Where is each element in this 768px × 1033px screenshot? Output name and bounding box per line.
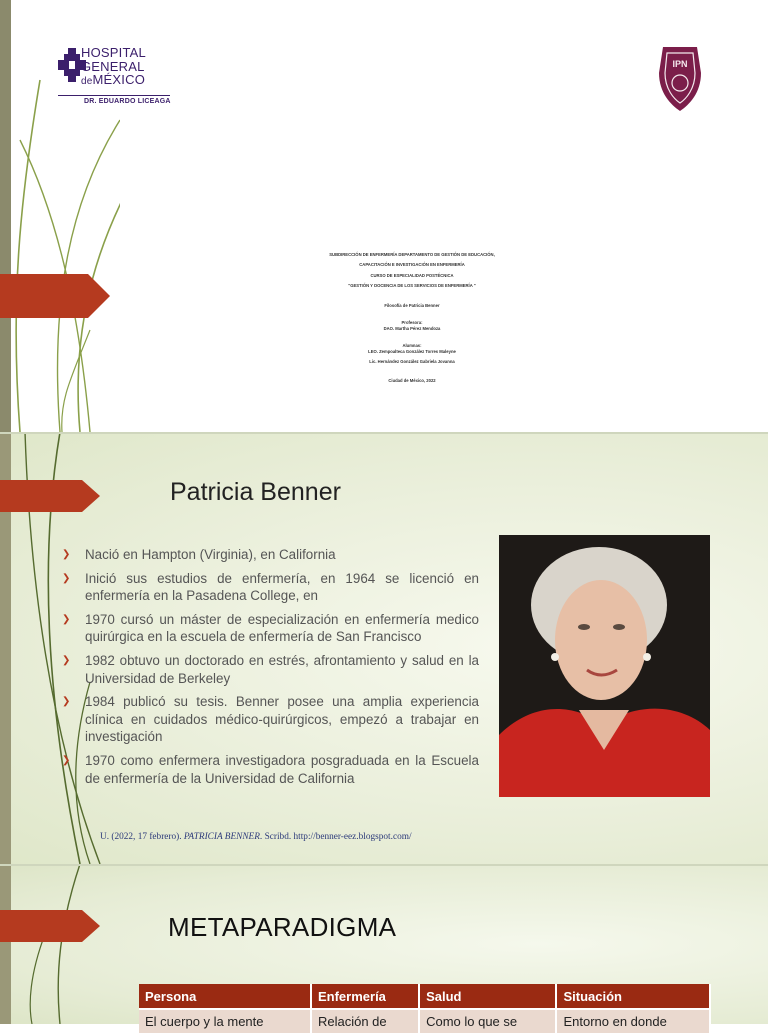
cover-line: CURSO DE ESPECIALIDAD POSTÉCNICA [370,272,454,278]
bullet-text: 1970 como enfermera investigadora posgraduada en la Escuela de enfermería de la Universidad de California [85,752,479,786]
hospital-subtitle: DR. EDUARDO LICEAGA [84,98,171,105]
citation-title: PATRICIA BENNER [183,832,260,842]
bullet-text: 1970 cursó un máster de especialización en enfermería medico quirúrgica en la escuela de enfermería de San Francisco [85,611,479,645]
table-cell: Entorno en donde [556,1009,710,1033]
bullet-text: Inició sus estudios de enfermería, en 1964 se licenció en enfermería en la Pasadena College, en [85,570,479,604]
citation-prefix: U. (2022, 17 febrero). [100,832,184,842]
bullet-arrow-icon: ❯ [62,754,71,766]
cover-line: LEO. Zempoalteca González Torres Maleyne [368,348,456,354]
bullet-text: Nació en Hampton (Virginia), en California [85,547,336,562]
bullet-arrow-icon: ❯ [62,613,71,625]
table-cell: Relación de [311,1009,419,1033]
hospital-rule [58,95,170,96]
column-header-persona: Persona [139,984,311,1009]
cover-line: Lic. Hernández González Gabriela Jovanna [369,358,455,364]
cover-line: Ciudad de México, 2022 [388,377,436,383]
hospital-line-3: MÉXICO [92,72,146,87]
biography-list [62,546,479,793]
list-item [62,546,479,564]
cover-line [260,336,564,338]
red-arrow-marker [0,480,100,524]
citation-suffix: . Scribd. http://benner-eez.blogspot.com/ [259,832,412,842]
ipn-logo [655,43,705,113]
table-cell: Como lo que se [419,1009,556,1033]
cover-line [260,369,564,373]
list-item [62,652,479,687]
hospital-line-2: GENERAL [81,58,145,74]
table-row [139,1009,710,1033]
slide-title [0,0,768,432]
metaparadigma-table [139,984,711,1033]
slide-separator [0,864,768,866]
bullet-arrow-icon: ❯ [62,572,71,584]
bullet-arrow-icon: ❯ [62,549,71,560]
list-item [62,752,479,787]
cover-line: DAO. Martha Pérez Mendoza [383,326,441,332]
slide-title-patricia-benner: Patricia Benner [170,478,341,506]
cover-line: Alumnas: [402,342,422,348]
cover-line [260,314,564,316]
citation [100,832,412,842]
list-item [62,611,479,646]
ipn-logo-text: IPN [672,59,688,69]
list-item [62,693,479,746]
column-header-situacion: Situación [556,984,710,1009]
cover-line: CAPACITACIÓN E INVESTIGACIÓN EN ENFERMERÍA [359,262,465,268]
column-header-salud: Salud [419,984,556,1009]
bullet-arrow-icon: ❯ [62,654,71,666]
cover-line: "GESTIÓN Y DOCENCIA DE LOS SERVICIOS DE ENFERMERÍA " [348,282,476,288]
red-arrow-marker [0,274,110,318]
hospital-name [81,46,146,89]
slide-separator [0,432,768,434]
bullet-arrow-icon: ❯ [62,696,71,708]
bullet-text: 1984 publicó su tesis. Benner posee una amplia experiencia clínica en cuidados médico-quirúrgicos, empezó a trabajar en investigación [85,694,479,745]
cover-line: SUBDIRECCIÓN DE ENFERMERÍA DEPARTAMENTO DE GESTIÓN DE EDUCACIÓN, [329,252,495,257]
cover-line: Profesora: [401,320,423,326]
slide-title-metaparadigma: METAPARADIGMA [168,912,397,942]
cover-line: Filosofía de Patricia Benner [384,303,440,309]
hospital-line-3-prefix: de [81,76,93,87]
list-item [62,570,479,605]
portrait-photo [499,535,710,797]
red-arrow-marker [0,910,100,954]
column-header-enfermeria: Enfermería [311,984,419,1009]
hospital-line-1: HOSPITAL [81,45,146,60]
table-header-row [139,984,710,1009]
cover-line [260,293,564,299]
bullet-text: 1982 obtuvo un doctorado en estrés, afrontamiento y salud en la Universidad de Berkeley [85,652,479,686]
table-cell: El cuerpo y la mente [139,1009,311,1033]
cover-text [260,252,564,388]
